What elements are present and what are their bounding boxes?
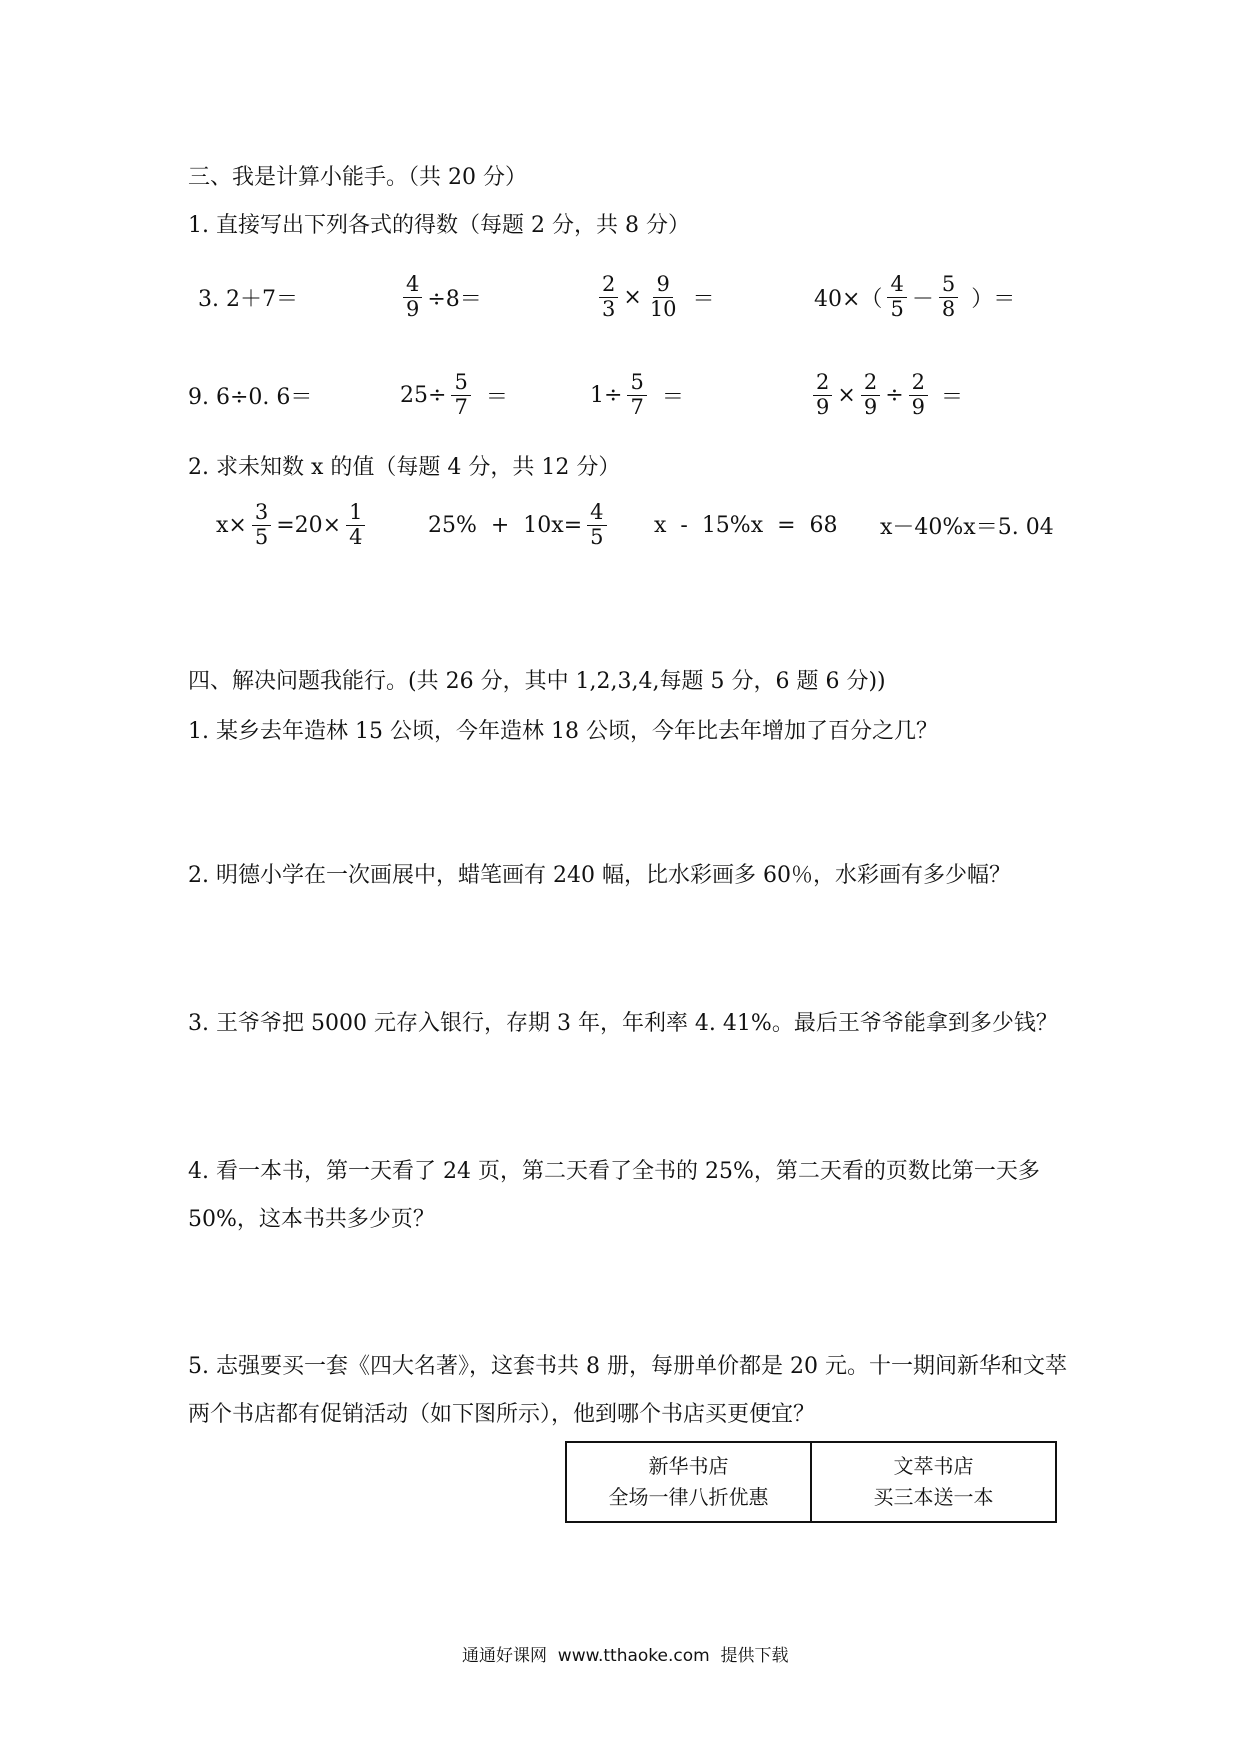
denominator: 9	[816, 394, 830, 419]
question-3: 3. 王爷爷把 5000 元存入银行，存期 3 年，年利率 4. 41%。最后王爷爷能拿到多少钱？	[188, 1011, 1058, 1036]
store-offer: 买三本送一本	[873, 1485, 994, 1509]
expr-suffix: ）＝	[971, 286, 1016, 312]
operator: －	[911, 286, 934, 312]
expr-suffix: ＝	[485, 384, 508, 410]
equation-4	[880, 504, 1054, 546]
question-2: 2. 明德小学在一次画展中，蜡笔画有 240 幅，比水彩画多 60％，水彩画有多少幅？	[188, 863, 1011, 888]
equation-text: x - 15%x = 68	[654, 512, 838, 538]
equation-1	[214, 496, 368, 554]
fraction	[909, 371, 928, 418]
denominator: 4	[349, 524, 363, 549]
store-cell-xinhua	[566, 1442, 811, 1522]
operator: ×	[623, 284, 642, 310]
store-cell-wencui	[811, 1442, 1056, 1522]
question-1: 1. 某乡去年造林 15 公顷，今年造林 18 公顷，今年比去年增加了百分之几？	[188, 719, 938, 744]
calc-expr-r2-3	[588, 366, 686, 424]
expr-prefix: 25% + 10x=	[428, 512, 583, 538]
denominator: 9	[406, 296, 420, 321]
expr-prefix: 1÷	[590, 382, 623, 408]
equation-text: x－40%x＝5. 04	[880, 514, 1054, 540]
denominator: 5	[254, 524, 269, 549]
denominator: 9	[863, 394, 878, 419]
calc-expr-text: 9. 6÷0. 6＝	[188, 384, 313, 410]
calc-expr-r2-4	[810, 366, 965, 424]
section3-q1-title: 1. 直接写出下列各式的得数（每题 2 分，共 8 分）	[188, 213, 690, 238]
expr-suffix: ÷8＝	[427, 286, 482, 312]
equation-3	[654, 504, 838, 546]
numerator: 3	[252, 501, 271, 525]
fraction	[939, 273, 958, 320]
section4-heading: 四、解决问题我能行。(共 26 分，其中 1,2,3,4,每题 5 分，6 题 6 分))	[188, 669, 886, 694]
operator: ×	[837, 382, 856, 408]
calc-expr-r1-1	[198, 276, 298, 318]
expr-prefix: x×	[216, 512, 247, 538]
denominator: 8	[941, 296, 956, 321]
numerator: 2	[599, 273, 618, 297]
fraction	[587, 501, 606, 548]
numerator: 4	[403, 273, 422, 297]
page-footer: 通通好课网 www.tthaoke.com 提供下载	[462, 1646, 789, 1666]
calc-expr-r1-2	[400, 268, 484, 326]
denominator: 10	[649, 296, 677, 321]
question-5: 5. 志强要买一套《四大名著》，这套书共 8 册，每册单价都是 20 元。十一期间新华和文萃两个书店都有促销活动（如下图所示），他到哪个书店买更便宜？	[188, 1354, 1067, 1427]
expr-suffix: ＝	[661, 384, 684, 410]
numerator: 2	[813, 371, 832, 395]
store-name: 文萃书店	[893, 1454, 974, 1478]
promo-table	[565, 1441, 1057, 1523]
denominator: 7	[630, 394, 644, 419]
expr-suffix: ＝	[692, 286, 715, 312]
store-offer: 全场一律八折优惠	[608, 1485, 769, 1509]
operator: ÷	[885, 382, 904, 408]
numerator: 1	[346, 501, 365, 525]
numerator: 5	[939, 273, 958, 297]
fraction	[599, 273, 618, 320]
fraction	[813, 371, 832, 418]
numerator: 2	[861, 371, 880, 395]
fraction	[403, 273, 422, 320]
denominator: 5	[890, 296, 904, 321]
expr-prefix: 40×（	[814, 286, 883, 312]
equation-2	[426, 496, 610, 554]
numerator: 5	[451, 371, 470, 395]
numerator: 9	[653, 273, 672, 297]
denominator: 5	[590, 524, 604, 549]
calc-expr-r2-1	[188, 374, 312, 416]
store-name: 新华书店	[648, 1454, 729, 1478]
denominator: 9	[911, 394, 925, 419]
expr-suffix: ＝	[941, 384, 964, 410]
calc-expr-r1-3	[596, 268, 717, 326]
calc-expr-r1-4	[812, 268, 1017, 326]
calc-expr-r2-2	[398, 366, 510, 424]
expr-prefix: 25÷	[400, 382, 447, 408]
fraction	[346, 501, 365, 548]
numerator: 4	[887, 273, 906, 297]
fraction	[252, 501, 271, 548]
fraction	[627, 371, 646, 418]
denominator: 7	[454, 394, 468, 419]
fraction	[861, 371, 880, 418]
numerator: 5	[627, 371, 646, 395]
fraction	[451, 371, 470, 418]
question-4: 4. 看一本书，第一天看了 24 页，第二天看了全书的 25%，第二天看的页数比第一天多 50%，这本书共多少页？	[188, 1159, 1040, 1232]
fraction	[887, 273, 906, 320]
section3-heading: 三、我是计算小能手。（共 20 分）	[188, 165, 527, 190]
fraction	[647, 273, 680, 320]
section3-q2-title: 2. 求未知数 x 的值（每题 4 分，共 12 分）	[188, 455, 621, 480]
denominator: 3	[602, 296, 616, 321]
calc-expr-text: 3. 2＋7＝	[198, 286, 298, 312]
numerator: 2	[909, 371, 928, 395]
expr-mid: =20×	[276, 512, 342, 538]
numerator: 4	[587, 501, 606, 525]
table-row	[566, 1442, 1056, 1522]
